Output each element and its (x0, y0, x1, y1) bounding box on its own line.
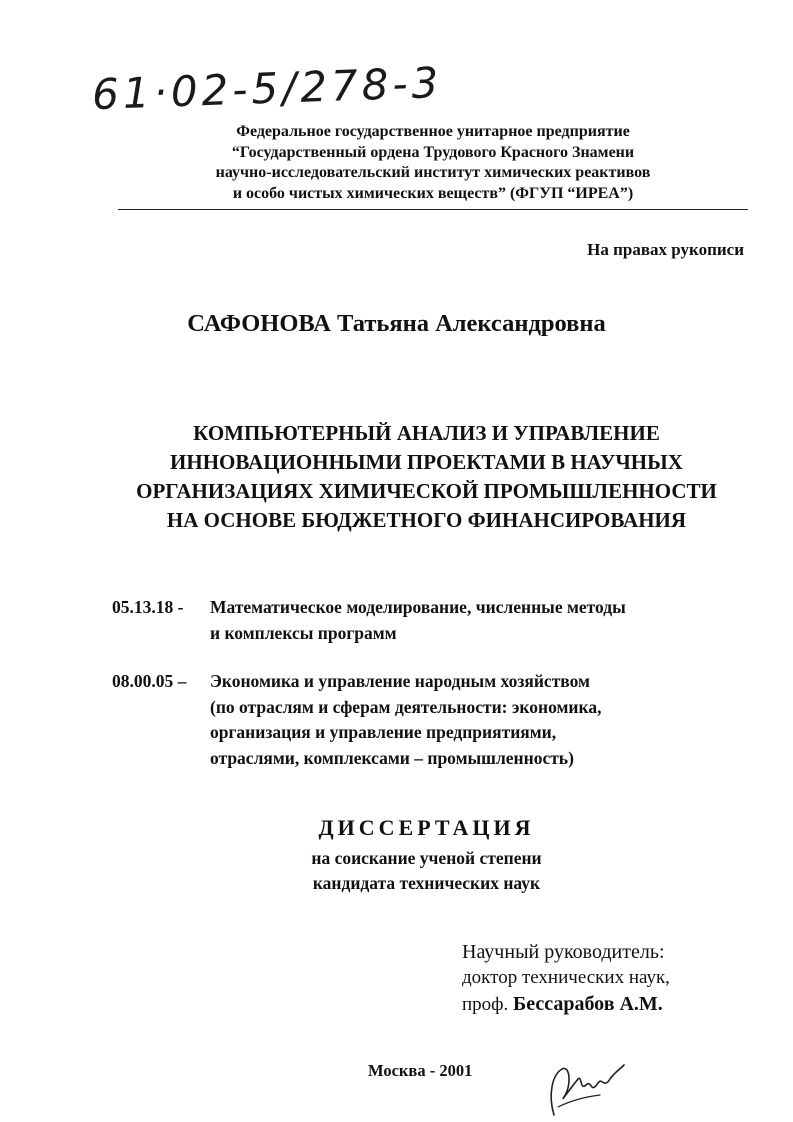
specialty-description (210, 595, 770, 646)
degree-line: кандидата технических наук (312, 873, 541, 893)
degree-line: на соискание ученой степени (311, 848, 542, 868)
manuscript-note: На правах рукописи (587, 240, 744, 259)
title-line: ИННОВАЦИОННЫМИ ПРОЕКТАМИ В НАУЧНЫХ (170, 450, 683, 474)
specialty-line: отраслями, комплексами – промышленность) (210, 747, 574, 768)
specialty-line: организация и управление предприятиями, (210, 722, 557, 742)
specialty-line: Экономика и управление народным хозяйством (210, 671, 590, 691)
specialty-code: 08.00.05 – (112, 671, 187, 691)
specialty-line: и комплексы программ (210, 622, 397, 643)
title-line: ОРГАНИЗАЦИЯХ ХИМИЧЕСКОЙ ПРОМЫШЛЕННОСТИ (136, 479, 717, 503)
title-line: НА ОСНОВЕ БЮДЖЕТНОГО ФИНАНСИРОВАНИЯ (166, 508, 687, 532)
organization-line: Федеральное государственное унитарное предприятие (236, 123, 630, 140)
scientific-advisor (462, 939, 670, 1018)
advisor-name: Бессарабов А.М. (512, 993, 663, 1015)
header-divider (118, 209, 748, 210)
city-year: Москва - 2001 (368, 1061, 473, 1080)
handwritten-archive-code: 61·02-5/278-3 (91, 57, 444, 120)
dissertation-heading: ДИССЕРТАЦИЯ (318, 815, 535, 840)
organization-header (118, 122, 748, 204)
specialty-line: (по отраслям и сферам деятельности: экономика, (210, 696, 602, 717)
advisor-degree: доктор технических наук, (462, 967, 670, 988)
advisor-name-line (462, 991, 670, 1018)
title-line: КОМПЬЮТЕРНЫЙ АНАЛИЗ И УПРАВЛЕНИЕ (193, 421, 660, 445)
organization-line: научно-исследовательский институт химических реактивов (215, 164, 651, 181)
specialty-code: 05.13.18 - (112, 597, 184, 617)
specialty-line: Математическое моделирование, численные методы (210, 597, 626, 617)
organization-line: “Государственный ордена Трудового Красного Знамени (231, 143, 635, 161)
specialty-description (210, 669, 770, 771)
advisor-label: Научный руководитель: (462, 941, 665, 963)
degree-info (0, 846, 793, 896)
dissertation-title (60, 419, 793, 535)
signature-icon (540, 1055, 630, 1121)
advisor-title: проф. (462, 994, 509, 1015)
organization-line: и особо чистых химических веществ” (ФГУП “ИРЕА”) (232, 184, 634, 202)
author-name: САФОНОВА Татьяна Александровна (187, 310, 606, 337)
